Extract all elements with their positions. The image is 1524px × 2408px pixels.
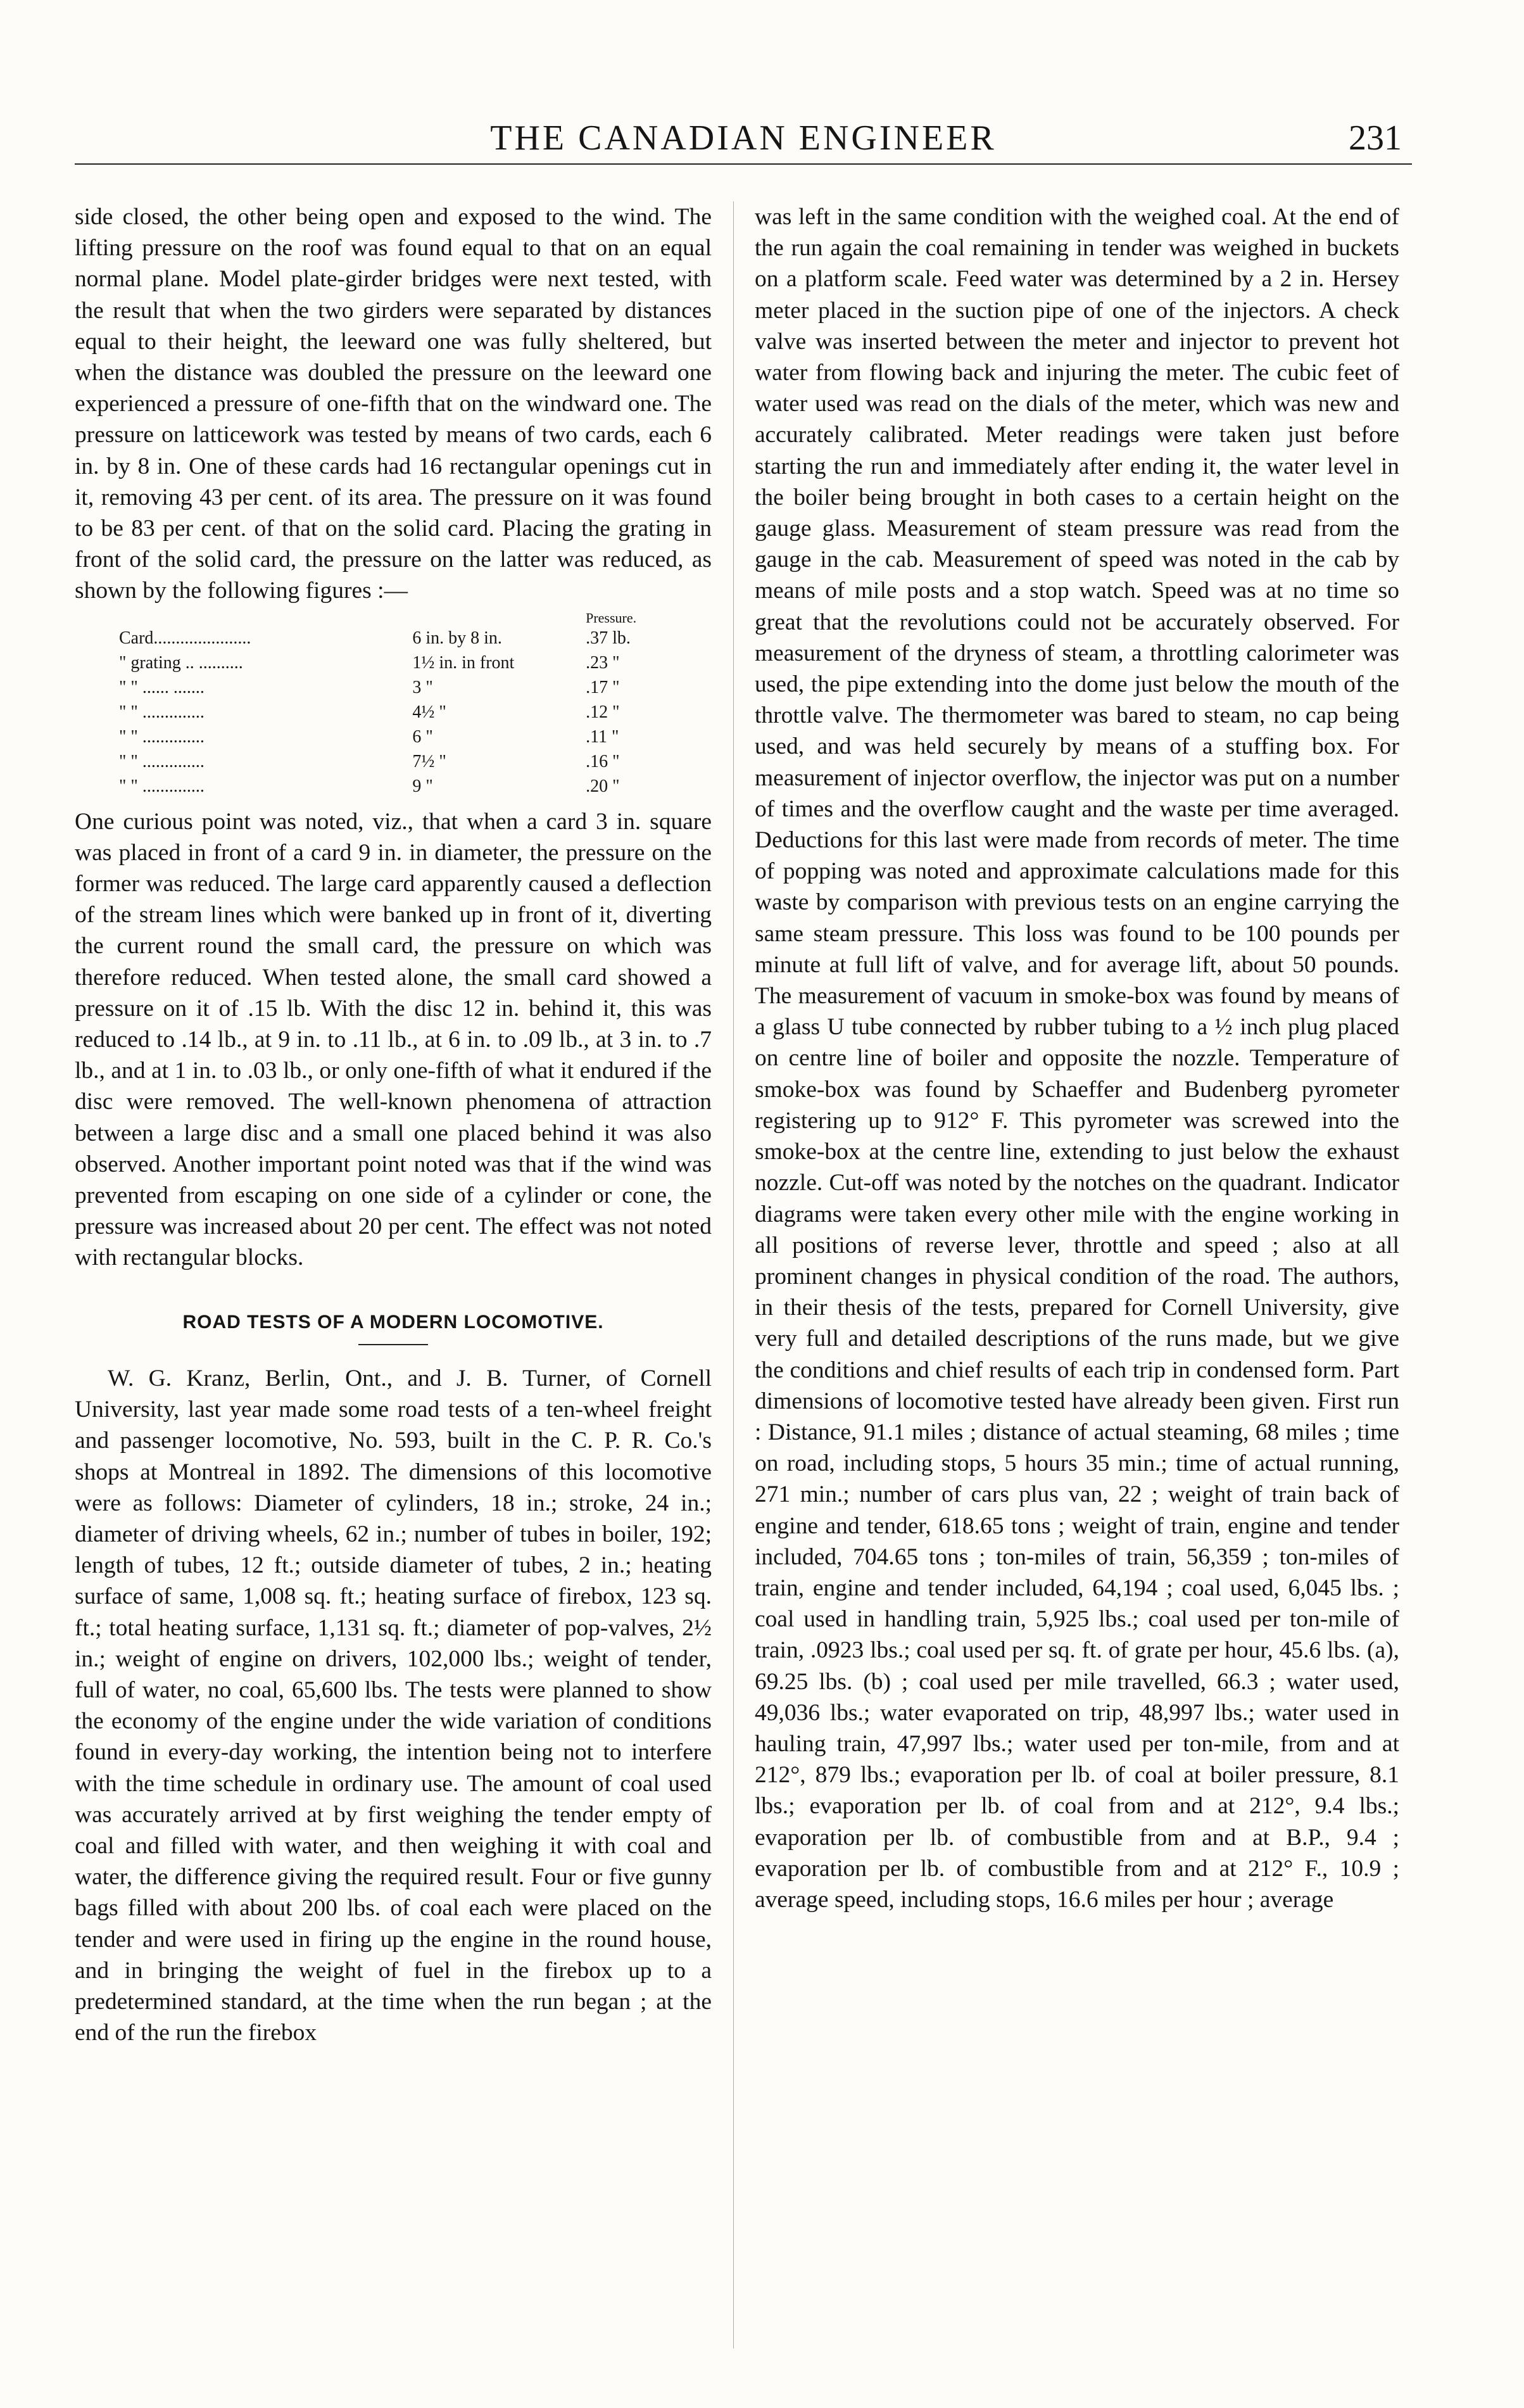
- section-title: ROAD TESTS OF A MODERN LOCOMOTIVE.: [182, 1311, 604, 1333]
- table-cell-pressure: .12 ": [586, 702, 620, 722]
- table-row: [75, 749, 712, 774]
- table-cell-pressure: .37 lb.: [586, 628, 631, 648]
- table-cell-label: " " ..............: [119, 776, 205, 796]
- table-header-row: [75, 611, 712, 626]
- paragraph-wind-pressure: side closed, the other being open and exposed to the wind. The lifting pressure on the roof was found equal to that on an equal normal plane. Model plate-girder bridges were next tested, with the result that when the two girders were separated by distances equal to their height, the leeward one was fully sheltered, but when the distance was doubled the pressure on the leeward one experienced a pressure of one-fifth that on the windward one. The pressure on latticework was tested by means of two cards, each 6 in. by 8 in. One of these cards had 16 rectangular openings cut in it, removing 43 per cent. of its area. The pressure on it was found to be 83 per cent. of that on the solid card. Placing the grating in front of the solid card, the pressure on the latter was reduced, as shown by the following figures :—: [75, 204, 712, 604]
- column-divider: [733, 201, 734, 2348]
- table-cell-pressure: .20 ": [586, 776, 620, 796]
- table-cell-pressure: .16 ": [586, 751, 620, 771]
- table-cell-size: 6 ": [412, 726, 433, 747]
- table-row: [75, 725, 712, 749]
- table-cell-label: " " ...... .......: [119, 677, 205, 697]
- right-column: [755, 201, 1399, 1915]
- page-header: [75, 111, 1412, 165]
- pressure-table: [75, 611, 712, 799]
- paragraph-road-tests: W. G. Kranz, Berlin, Ont., and J. B. Turner, of Cornell University, last year made some road tests of a ten-wheel freight and passenger locomotive, No. 593, built in the C. P. R. Co.'s shops at Montreal in 1892. The dimensions of this locomotive were as follows: Diameter of cylinders, 18 in.; stroke, 24 in.; diameter of driving wheels, 62 in.; number of tubes in boiler, 192; length of tubes, 12 ft.; outside diameter of tubes, 2 in.; heating surface of same, 1,008 sq. ft.; heating surface of firebox, 123 sq. ft.; total heating surface, 1,131 sq. ft.; diameter of pop-valves, 2½ in.; weight of engine on drivers, 102,000 lbs.; weight of tender, full of water, no coal, 65,600 lbs. The tests were planned to show the economy of the engine under the wide variation of conditions found in every-day working, the intention being not to interfere with the time schedule in ordinary use. The amount of coal used was accurately arrived at by first weighing the tender empty of coal and filled with water, and then weighing it with coal and water, the difference giving the required result. Four or five gunny bags filled with about 200 lbs. of coal each were placed on the tender and were used in firing up the engine in the round house, and in bringing the weight of fuel in the firebox up to a predetermined standard, at the time when the run began ; at the end of the run the firebox: [75, 1365, 712, 2046]
- table-cell-size: 1½ in. in front: [412, 652, 515, 673]
- journal-title: THE CANADIAN ENGINEER: [490, 118, 997, 158]
- pressure-column-heading: Pressure.: [586, 609, 637, 626]
- table-row: [75, 700, 712, 725]
- paragraph-curious-point: One curious point was noted, viz., that when a card 3 in. square was placed in front of a card 9 in. in diameter, the pressure on the former was reduced. The large card apparently caused a deflection of the stream lines which were banked up in front of it, diverting the current round the small card, the pressure on which was therefore reduced. When tested alone, the small card showed a pressure on it of .15 lb. With the disc 12 in. behind it, this was reduced to .14 lb., at 9 in. to .11 lb., at 6 in. to .09 lb., at 3 in. to .7 lb., and at 1 in. to .03 lb., or only one-fifth of what it endured if the disc were removed. The well-known phenomena of attraction between a large disc and a small one placed behind it was also observed. Another important point noted was that if the wind was prevented from escaping on one side of a cylinder or cone, the pressure was increased about 20 per cent. The effect was not noted with rectangular blocks.: [75, 808, 712, 1271]
- table-row: [75, 675, 712, 700]
- table-cell-label: Card......................: [119, 628, 251, 648]
- table-cell-label: " " ..............: [119, 726, 205, 747]
- table-cell-pressure: .23 ": [586, 652, 620, 673]
- table-cell-size: 7½ ": [412, 751, 446, 771]
- table-cell-size: 4½ ": [412, 702, 446, 722]
- paragraph-test-methods: was left in the same condition with the weighed coal. At the end of the run again the coal remaining in tender was weighed in buckets on a platform scale. Feed water was determined by a 2 in. Hersey meter placed in the suction pipe of one of the injectors. A check valve was inserted between the meter and injector to prevent hot water from flowing back and injuring the meter. The cubic feet of water used was read on the dials of the meter, which was new and accurately calibrated. Meter readings were taken just before starting the run and immediately after ending it, the water level in the boiler being brought in both cases to a certain height on the gauge glass. Measurement of steam pressure was read from the gauge in the cab. Measurement of speed was noted in the cab by means of mile posts and a stop watch. Speed was at no time so great that the revolutions could not be accurately observed. For measurement of the dryness of steam, a throttling calorimeter was used, the pipe extending into the dome just below the mouth of the throttle valve. The thermometer was bared to steam, no cap being used, and was held securely by means of a stuffing box. For measurement of injector overflow, the injector was put on a number of times and the overflow caught and the waste per time averaged. Deductions for this last were made from records of meter. The time of popping was noted and approximate calculations made for this waste by comparison with previous tests on an engine carrying the same steam pressure. This loss was found to be 100 pounds per minute at full lift of valve, and for average lift, about 50 pounds. The measurement of vacuum in smoke-box was found by means of a glass U tube connected by rubber tubing to a ½ inch plug placed on centre line of boiler and opposite the nozzle. Temperature of smoke-box was found by Schaeffer and Budenberg pyrometer registering up to 912° F. This pyrometer was screwed into the smoke-box at the centre line, extending to just below the exhaust nozzle. Cut-off was noted by the notches on the quadrant. Indicator diagrams were taken every other mile with the engine working in all positions of reverse lever, throttle and speed ; also at all prominent changes in physical condition of the road. The authors, in their thesis of the tests, prepared for Cornell University, give very full and detailed descriptions of the runs made, but we give the conditions and chief results of each trip in condensed form. Part dimensions of locomotive tested have already been given. First run : Distance, 91.1 miles ; distance of actual steaming, 68 miles ; time on road, including stops, 5 hours 35 min.; time of actual running, 271 min.; number of cars plus van, 22 ; weight of train back of engine and tender, 618.65 tons ; weight of train, engine and tender included, 704.65 tons ; ton-miles of train, 56,359 ; ton-miles of train, engine and tender included, 64,194 ; coal used, 6,045 lbs. ; coal used in handling train, 5,925 lbs.; coal used per ton-mile of train, .0923 lbs.; coal used per sq. ft. of grate per hour, 45.6 lbs. (a), 69.25 lbs. (b) ; coal used per mile travelled, 66.3 ; water used, 49,036 lbs.; water evaporated on trip, 48,997 lbs.; water used in hauling train, 47,997 lbs.; water used per ton-mile, from and at 212°, 879 lbs.; evaporation per lb. of coal at boiler pressure, 8.1 lbs.; evaporation per lb. of coal from and at 212°, 9.4 lbs.; evaporation per lb. of combustible from and at B.P., 9.4 ; evaporation per lb. of combustible from and at 212° F., 10.9 ; average speed, including stops, 16.6 miles per hour ; average: [755, 204, 1399, 1913]
- table-cell-size: 9 ": [412, 776, 433, 796]
- table-cell-label: " " ..............: [119, 751, 205, 771]
- table-cell-size: 3 ": [412, 677, 433, 697]
- section-title-rule: [358, 1344, 428, 1345]
- header-rule: [75, 163, 1412, 165]
- table-cell-size: 6 in. by 8 in.: [412, 628, 502, 648]
- table-cell-pressure: .11 ": [586, 726, 619, 747]
- left-column: [75, 201, 712, 2048]
- table-cell-label: " grating .. ..........: [119, 652, 243, 673]
- table-row: [75, 774, 712, 799]
- table-cell-label: " " ..............: [119, 702, 205, 722]
- table-row: [75, 650, 712, 675]
- table-cell-pressure: .17 ": [586, 677, 620, 697]
- table-row: [75, 626, 712, 650]
- page-number: 231: [1349, 118, 1402, 158]
